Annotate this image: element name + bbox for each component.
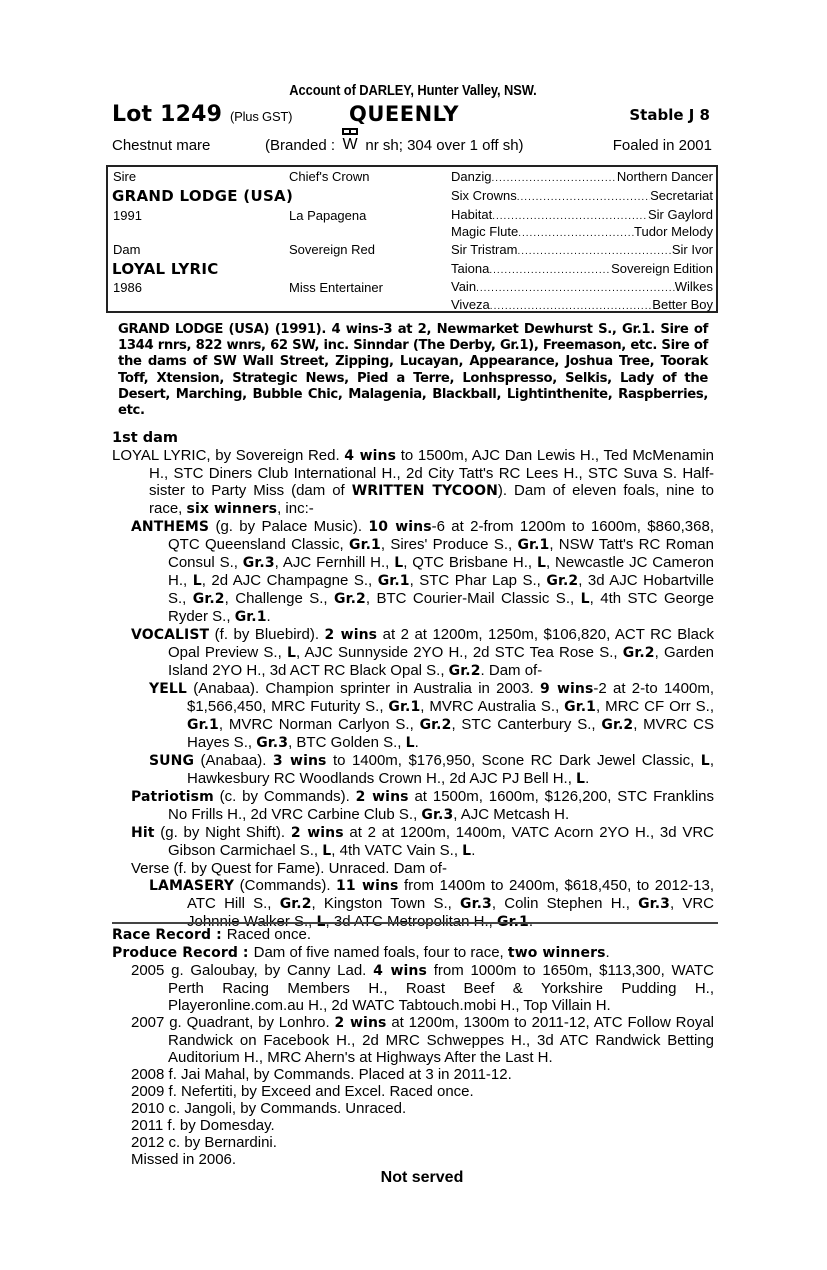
horse-name: QUEENLY xyxy=(349,102,459,126)
third-gen-right: Sovereign Edition xyxy=(611,261,713,276)
bold-text: L xyxy=(462,843,472,859)
text: , MVRC CS Hayes S., xyxy=(187,716,714,751)
stable-location: Stable J 8 xyxy=(629,106,710,124)
text: , 2d AJC Champagne S., xyxy=(201,572,378,589)
text: (Commands). xyxy=(234,877,337,894)
crown-w-brand-icon xyxy=(339,137,361,153)
produce-item xyxy=(112,962,714,1014)
bold-text: Gr.1 xyxy=(187,717,219,733)
bold-text: YELL xyxy=(149,681,187,697)
produce-item xyxy=(112,1117,714,1134)
produce-item xyxy=(112,1100,714,1117)
text: , AJC Metcash H. xyxy=(453,806,570,823)
dam-progeny-entry xyxy=(112,824,714,860)
third-gen-row xyxy=(451,279,713,294)
dot-leader xyxy=(489,261,611,276)
text: , 3d ATC Metropolitan H., xyxy=(325,913,497,930)
text: Missed in 2006. xyxy=(131,1151,237,1168)
bold-text: Gr.1 xyxy=(517,537,550,553)
produce-record xyxy=(112,944,714,962)
bold-text: 9 wins xyxy=(540,681,594,697)
dot-leader xyxy=(490,297,653,312)
bold-text: Gr.3 xyxy=(421,807,454,823)
dam-progeny-entry xyxy=(112,447,714,518)
sire-name: GRAND LODGE (USA) xyxy=(112,187,294,205)
bold-text: 10 wins xyxy=(368,519,432,535)
text: , inc:- xyxy=(277,500,314,517)
produce-record-label: Produce Record : xyxy=(112,945,254,961)
sire-summary: GRAND LODGE (USA) (1991). 4 wins-3 at 2, Newmarket Dewhurst S., Gr.1. Sire of 1344 rnrs, 822 wnrs, 62 SW, inc. Sinndar (The Derby, Gr.1), Freemason, etc. Sire of the dams of SW Wall Street, Zipping, Lucayan, Appearance, Joshua Tree, Toorak Toff, Xtension, Strategic News, Pied a Terre, Lonhspresso, Selkis, Lady of the Desert, Marching, Bubble Chic, Malagenia, Blackball, Lightinthenite, Raspberries, etc. xyxy=(118,322,708,419)
produce-item xyxy=(112,1083,714,1100)
bold-text: Gr.2 xyxy=(192,591,225,607)
dam-sire: Sovereign Red xyxy=(289,242,375,257)
pedigree-table xyxy=(106,165,718,313)
bold-text: L xyxy=(536,555,546,571)
third-gen-right: Better Boy xyxy=(652,297,713,312)
lot-title-row xyxy=(112,102,714,130)
bold-text: Gr.1 xyxy=(348,537,381,553)
bold-text: L xyxy=(322,843,332,859)
race-record-label: Race Record : xyxy=(112,927,227,943)
bold-text: L xyxy=(286,645,296,661)
section-divider xyxy=(112,922,718,924)
text: , Sires' Produce S., xyxy=(380,536,518,553)
bold-text: Gr.3 xyxy=(256,735,289,751)
bold-text: L xyxy=(576,771,586,787)
bold-text: 4 wins xyxy=(373,963,427,979)
horse-details-row xyxy=(112,137,714,159)
text: , AJC Sunnyside 2YO H., 2d STC Tea Rose S., xyxy=(295,644,623,661)
text: from 1400m to 2400m, $618,450, to 2012-13, ATC Hill S., xyxy=(187,877,715,912)
bold-text: Gr.1 xyxy=(234,609,267,625)
bold-text: 3 wins xyxy=(272,753,327,769)
third-gen-right: Sir Gaylord xyxy=(647,207,713,222)
bold-text: Gr.3 xyxy=(460,896,492,912)
text: , MVRC Australia S., xyxy=(420,698,565,715)
bold-text: 4 wins xyxy=(344,448,397,464)
text: , NSW Tatt's RC Roman Consul S., xyxy=(168,536,714,571)
text: (Anabaa). xyxy=(194,752,273,769)
third-gen-row xyxy=(451,297,713,312)
third-gen-right: Sir Ivor xyxy=(671,242,713,257)
race-record xyxy=(112,926,714,944)
text: , QTC Brisbane H., xyxy=(403,554,537,571)
first-dam-entries xyxy=(112,447,714,931)
third-gen-row xyxy=(451,242,713,257)
text: , Newcastle JC Cameron H., xyxy=(168,554,715,589)
text: 2012 c. by Bernardini. xyxy=(131,1134,277,1151)
third-gen-left: Six Crowns xyxy=(451,188,517,203)
produce-summary: Dam of five named foals, four to race, xyxy=(253,944,508,961)
text: at 2 at 1200m, 1400m, VATC Acorn 2YO H., 3d VRC Gibson Carmichael S., xyxy=(168,824,714,859)
bold-text: 2 wins xyxy=(334,1015,387,1031)
text: , AJC Fernhill H., xyxy=(274,554,395,571)
service-status: Not served xyxy=(380,1169,464,1186)
foaled-year: Foaled in 2001 xyxy=(612,137,712,154)
text: , 3d AJC Hobartville S., xyxy=(168,572,714,607)
bold-text: SUNG xyxy=(149,753,195,769)
text: , 4th STC George Ryder S., xyxy=(168,590,714,625)
produce-item xyxy=(112,1066,714,1083)
sire-year: 1991 xyxy=(113,208,142,223)
text: . xyxy=(471,842,476,859)
text: at 2 at 1200m, 1250m, $106,820, ACT RC Black Opal Preview S., xyxy=(168,626,714,661)
produce-summary-bold: two winners xyxy=(507,945,606,961)
bold-text: Gr.3 xyxy=(242,555,275,571)
text: -2 at 2-to 1400m, $1,566,450, MRC Futurity S., xyxy=(187,680,714,715)
bold-text: L xyxy=(394,555,404,571)
bold-text: L xyxy=(580,591,590,607)
bold-text: Gr.3 xyxy=(638,896,670,912)
text: , Kingston Town S., xyxy=(311,895,460,912)
text: (Anabaa). Champion sprinter in Australia in 2003. xyxy=(186,680,540,697)
sire-dam: La Papagena xyxy=(289,208,367,223)
bold-text: L xyxy=(405,735,415,751)
text: Verse (f. by Quest for Fame). Unraced. Dam of- xyxy=(131,860,447,877)
third-gen-left: Viveza xyxy=(451,297,490,312)
text: , Colin Stephen H., xyxy=(491,895,639,912)
dot-leader xyxy=(491,169,616,184)
text: , STC Canterbury S., xyxy=(451,716,602,733)
bold-text: Gr.2 xyxy=(279,896,312,912)
text: , VRC Johnnie Walker S., xyxy=(187,895,714,930)
text: , Challenge S., xyxy=(224,590,335,607)
text: 2009 f. Nefertiti, by Exceed and Excel. Raced once. xyxy=(131,1083,474,1100)
third-gen-row xyxy=(451,207,713,222)
text: , Hawkesbury RC Woodlands Crown H., 2d AJC PJ Bell H., xyxy=(187,752,714,787)
text: 2007 g. Quadrant, by Lonhro. xyxy=(131,1014,335,1031)
dam-name: LOYAL LYRIC xyxy=(112,260,219,278)
text: ). Dam of eleven foals, nine to race, xyxy=(149,482,715,517)
dam-dam: Miss Entertainer xyxy=(289,280,383,295)
dam-progeny-entry xyxy=(112,626,714,680)
text: to 1400m, $176,950, Scone RC Dark Jewel Classic, xyxy=(326,752,701,769)
bold-text: 2 wins xyxy=(355,789,409,805)
produce-list xyxy=(112,962,714,1168)
text: , BTC Courier-Mail Classic S., xyxy=(365,590,581,607)
text: . Dam of- xyxy=(480,662,543,679)
dam-label: Dam xyxy=(113,242,141,257)
text: at 1500m, 1600m, $126,200, STC Franklins No Frills H., 2d VRC Carbine Club S., xyxy=(168,788,714,823)
third-gen-row xyxy=(451,224,713,239)
produce-item xyxy=(112,1151,714,1168)
first-dam-heading: 1st dam xyxy=(112,430,178,446)
bold-text: Gr.1 xyxy=(497,914,529,930)
sire-sire: Chief's Crown xyxy=(289,169,370,184)
dam-progeny-entry xyxy=(112,860,714,877)
text: -6 at 2-from 1200m to 1600m, $860,368, QTC Queensland Classic, xyxy=(168,518,714,553)
bold-text: ANTHEMS xyxy=(131,519,210,535)
dam-year: 1986 xyxy=(113,280,142,295)
bold-text: 2 wins xyxy=(324,627,378,643)
third-gen-right: Northern Dancer xyxy=(616,169,713,184)
text: (g. by Palace Music). xyxy=(209,518,369,535)
records-section xyxy=(112,926,714,1186)
text: 2008 f. Jai Mahal, by Commands. Placed at 3 in 2011-12. xyxy=(131,1066,512,1083)
text: , Garden Island 2YO H., 3d ACT RC Black Opal S., xyxy=(168,644,714,679)
bold-text: Gr.1 xyxy=(377,573,410,589)
text: 2011 f. by Domesday. xyxy=(131,1117,275,1134)
gst-note: (Plus GST) xyxy=(230,109,293,124)
third-gen-right: Wilkes xyxy=(674,279,713,294)
bold-text: Gr.2 xyxy=(546,573,579,589)
text: 2005 g. Galoubay, by Canny Lad. xyxy=(131,962,374,979)
third-gen-row xyxy=(451,188,713,203)
text: , STC Phar Lap S., xyxy=(409,572,547,589)
bold-text: L xyxy=(192,573,202,589)
bold-text: Gr.2 xyxy=(601,717,634,733)
svg-text:W: W xyxy=(342,136,358,153)
bold-text: WRITTEN TYCOON xyxy=(351,483,498,499)
sire-label: Sire xyxy=(113,169,137,184)
colour-sex: Chestnut mare xyxy=(112,137,211,154)
bold-text: Gr.2 xyxy=(622,645,655,661)
bold-text: 2 wins xyxy=(290,825,344,841)
produce-summary-end: . xyxy=(605,944,610,961)
third-gen-right: Secretariat xyxy=(650,188,713,203)
third-gen-left: Danzig xyxy=(451,169,492,184)
bold-text: Gr.1 xyxy=(388,699,421,715)
third-gen-left: Habitat xyxy=(451,207,493,222)
third-gen-row xyxy=(451,261,713,276)
dam-progeny-entry xyxy=(112,680,714,752)
produce-item xyxy=(112,1014,714,1066)
text: . xyxy=(528,913,534,930)
bold-text: Gr.2 xyxy=(419,717,452,733)
text: from 1000m to 1650m, $113,300, WATC Perth Racing Members H., Roast Beef & Yorkshire Pudding H., Playeronline.com.au H., 2d WATC Tabtouch.mobi H., Top Villain H. xyxy=(168,962,714,1014)
dot-leader xyxy=(518,224,634,239)
text: , BTC Golden S., xyxy=(288,734,406,751)
text: (f. by Bluebird). xyxy=(209,626,325,643)
dam-progeny-entry xyxy=(112,518,714,626)
text: 2010 c. Jangoli, by Commands. Unraced. xyxy=(131,1100,407,1117)
brand-suffix: nr sh; 304 over 1 off sh) xyxy=(361,137,524,154)
text: to 1500m, AJC Dan Lewis H., Ted McMenamin H., STC Diners Club International H., 2d City Tatt's RC Lees H., STC Suva S. Half-sister to Party Miss (dam of xyxy=(149,447,715,499)
bold-text: Gr.2 xyxy=(448,663,481,679)
text: , MRC CF Orr S., xyxy=(596,698,715,715)
bold-text: Hit xyxy=(131,825,155,841)
bold-text: VOCALIST xyxy=(131,627,210,643)
text: , 4th VATC Vain S., xyxy=(331,842,463,859)
text: at 1200m, 1300m to 2011-12, ATC Follow Royal Randwick on Facebook H., 2d MRC Schweppes H., 3d ATC Randwick Betting Auditorium H., MRC Ahern's at Highways After the Last H. xyxy=(168,1014,714,1066)
dot-leader xyxy=(517,242,671,257)
bold-text: L xyxy=(700,753,710,769)
bold-text: six winners xyxy=(186,501,278,517)
text: (g. by Night Shift). xyxy=(154,824,291,841)
bold-text: Patriotism xyxy=(131,789,214,805)
brand-prefix: (Branded : xyxy=(265,137,340,154)
third-gen-left: Taiona xyxy=(451,261,490,276)
bold-text: LAMASERY xyxy=(149,878,235,894)
bold-text: Gr.1 xyxy=(564,699,597,715)
brand-description xyxy=(265,137,524,154)
race-record-value: Raced once. xyxy=(226,926,311,943)
dot-leader xyxy=(492,207,648,222)
first-dam-section xyxy=(112,430,714,931)
third-gen-row xyxy=(451,169,713,184)
text: (c. by Commands). xyxy=(213,788,356,805)
text: LOYAL LYRIC, by Sovereign Red. xyxy=(112,447,345,464)
third-gen-left: Sir Tristram xyxy=(451,242,518,257)
third-gen-right: Tudor Melody xyxy=(634,224,713,239)
produce-item xyxy=(112,1134,714,1151)
dot-leader xyxy=(476,279,675,294)
text: . xyxy=(266,608,271,625)
dot-leader xyxy=(517,188,650,203)
text: , MVRC Norman Carlyon S., xyxy=(218,716,420,733)
third-gen-left: Vain xyxy=(451,279,477,294)
bold-text: L xyxy=(316,914,326,930)
third-gen-left: Magic Flute xyxy=(451,224,519,239)
dam-progeny-entry xyxy=(112,752,714,788)
text: . xyxy=(414,734,419,751)
bold-text: 11 wins xyxy=(336,878,399,894)
text: . xyxy=(585,770,590,787)
vendor-account: Account of DARLEY, Hunter Valley, NSW. xyxy=(289,82,537,99)
lot-number xyxy=(112,102,292,127)
dam-progeny-entry xyxy=(112,788,714,824)
lot-label: Lot 1249 xyxy=(112,102,223,127)
bold-text: Gr.2 xyxy=(334,591,366,607)
